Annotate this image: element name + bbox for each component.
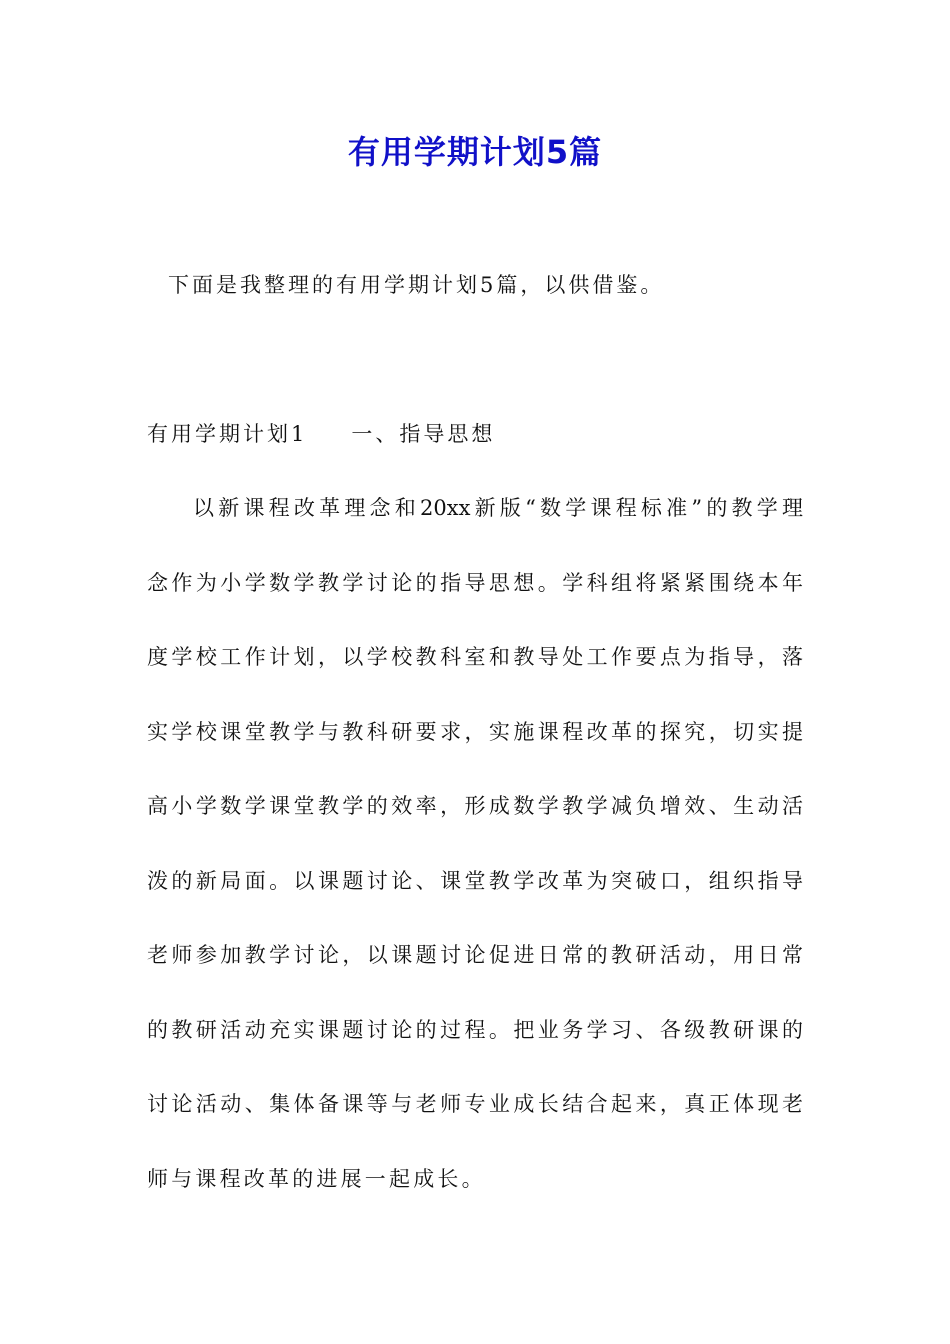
paragraph-line: 师与课程改革的进展一起成长。 — [147, 1166, 486, 1191]
paragraph-line: 念作为小学数学教学讨论的指导思想。学科组将紧紧围绕本年 — [147, 570, 803, 595]
paragraph-line: 度学校工作计划，以学校教科室和教导处工作要点为指导，落 — [147, 645, 803, 669]
paragraph-line: 泼的新局面。以课题讨论、课堂教学改革为突破口，组织指导 — [147, 868, 803, 893]
paragraph-line: 的教研活动充实课题讨论的过程。把业务学习、各级教研课的 — [147, 1017, 803, 1042]
paragraph-line: 讨论活动、集体备课等与老师专业成长结合起来，真正体现老 — [147, 1092, 803, 1116]
section-label: 有用学期计划1 — [147, 422, 308, 446]
paragraph-line: 高小学数学课堂教学的效率，形成数学教学减负增效、生动活 — [147, 794, 803, 818]
section-heading-line — [147, 416, 495, 452]
paragraph-line: 老师参加教学讨论，以课题讨论促进日常的教研活动，用日常 — [147, 943, 803, 967]
intro-paragraph: 下面是我整理的有用学期计划5篇，以供借鉴。 — [168, 273, 665, 297]
paragraph-line: 实学校课堂教学与教科研要求，实施课程改革的探究，切实提 — [147, 719, 803, 744]
section-heading: 一、指导思想 — [351, 422, 496, 446]
document-title: 有用学期计划5篇 — [347, 133, 603, 171]
body-paragraph — [147, 483, 803, 1228]
paragraph-line: 以新课程改革理念和20xx新版“数学课程标准”的教学理 — [193, 496, 803, 520]
